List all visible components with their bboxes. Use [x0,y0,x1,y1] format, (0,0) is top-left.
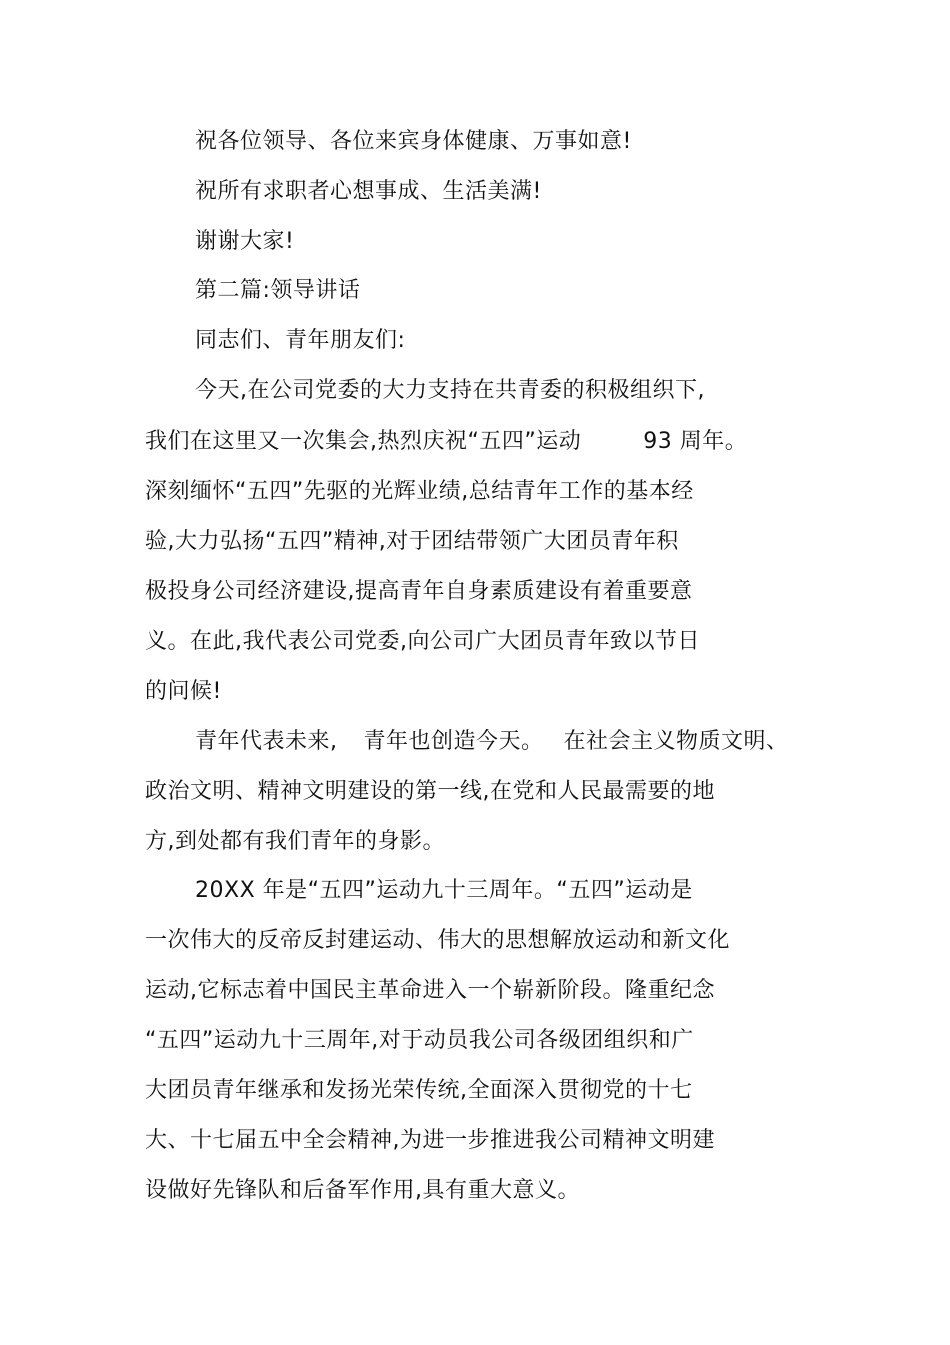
text-line: 祝所有求职者心想事成、生活美满! [195,179,542,204]
text-line: 大团员青年继承和发扬光荣传统,全面深入贯彻党的十七 [145,1078,693,1103]
text-line: 义。在此,我代表公司党委,向公司广大团员青年致以节日 [145,629,700,654]
text-line: 验,大力弘扬“五四”精神,对于团结带领广大团员青年积 [145,529,679,554]
text-line: “五四”运动九十三周年,对于动员我公司各级团组织和广 [145,1028,694,1053]
text-line [195,727,789,757]
text-segment: 我们在这里又一次集会,热烈庆祝“五四”运动 [145,429,582,454]
text-segment: 93 周年。 [643,429,748,454]
text-line: 的问候! [145,679,222,704]
text-line: 设做好先锋队和后备军作用,具有重大意义。 [145,1178,580,1203]
text-line: 谢谢大家! [195,229,295,254]
text-line: 20XX 年是“五四”运动九十三周年。“五四”运动是 [195,878,693,903]
text-line: 一次伟大的反帝反封建运动、伟大的思想解放运动和新文化 [145,928,731,953]
section-heading: 第二篇:领导讲话 [195,278,361,303]
text-line: 运动,它标志着中国民主革命进入一个崭新阶段。隆重纪念 [145,978,715,1003]
text-line: 大、十七届五中全会精神,为进一步推进我公司精神文明建 [145,1128,715,1153]
text-segment: 青年代表未来, [195,729,338,754]
text-segment: 在社会主义物质文明、 [563,729,789,754]
text-line: 方,到处都有我们青年的身影。 [145,829,445,854]
text-line [145,427,747,457]
text-segment: 青年也创造今天。 [363,729,544,754]
text-line: 深刻缅怀“五四”先驱的光辉业绩,总结青年工作的基本经 [145,479,694,504]
text-line: 极投身公司经济建设,提高青年自身素质建设有着重要意 [145,579,693,604]
text-line: 政治文明、精神文明建设的第一线,在党和人民最需要的地 [145,779,715,804]
text-line: 今天,在公司党委的大力支持在共青委的积极组织下, [195,378,705,403]
text-line: 祝各位领导、各位来宾身体健康、万事如意! [195,129,632,154]
salutation: 同志们、青年朋友们: [195,328,406,353]
